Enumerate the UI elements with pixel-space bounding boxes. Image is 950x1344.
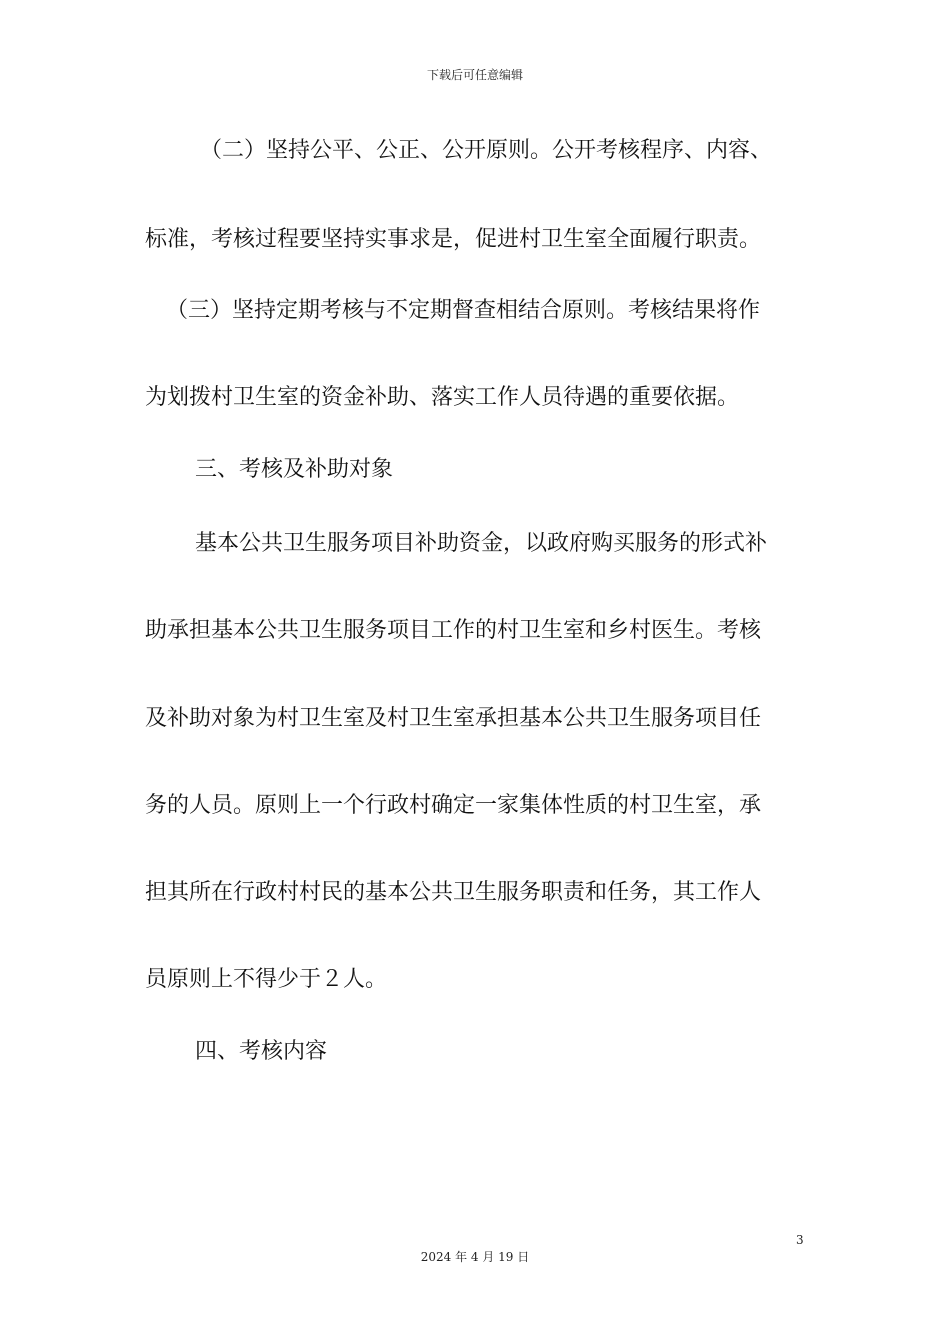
page-header: 下载后可任意编辑 (426, 68, 523, 82)
paragraph-line: 务的人员。原则上一个行政村确定一家集体性质的村卫生室，承 (145, 793, 762, 818)
paragraph-line: 助承担基本公共卫生服务项目工作的村卫生室和乡村医生。考核 (145, 618, 762, 643)
section-heading: 四、考核内容 (195, 1039, 328, 1064)
paragraph-line: （二）坚持公平、公正、公开原则。公开考核程序、内容、 (200, 138, 773, 163)
paragraph-line: 为划拨村卫生室的资金补助、落实工作人员待遇的重要依据。 (145, 385, 740, 410)
page-number: 3 (796, 1233, 804, 1247)
footer-date: 2024 年 4 月 19 日 (420, 1250, 530, 1264)
paragraph-line: 担其所在行政村村民的基本公共卫生服务职责和任务，其工作人 (145, 880, 762, 905)
section-heading: 三、考核及补助对象 (195, 457, 394, 482)
paragraph-line: 及补助对象为村卫生室及村卫生室承担基本公共卫生服务项目任 (145, 706, 762, 731)
paragraph-line: 基本公共卫生服务项目补助资金，以政府购买服务的形式补 (195, 531, 768, 556)
paragraph-line: 标准，考核过程要坚持实事求是，促进村卫生室全面履行职责。 (145, 227, 762, 252)
paragraph-line: 员原则上不得少于２人。 (145, 967, 388, 992)
paragraph-line: （三）坚持定期考核与不定期督查相结合原则。考核结果将作 (166, 298, 761, 323)
